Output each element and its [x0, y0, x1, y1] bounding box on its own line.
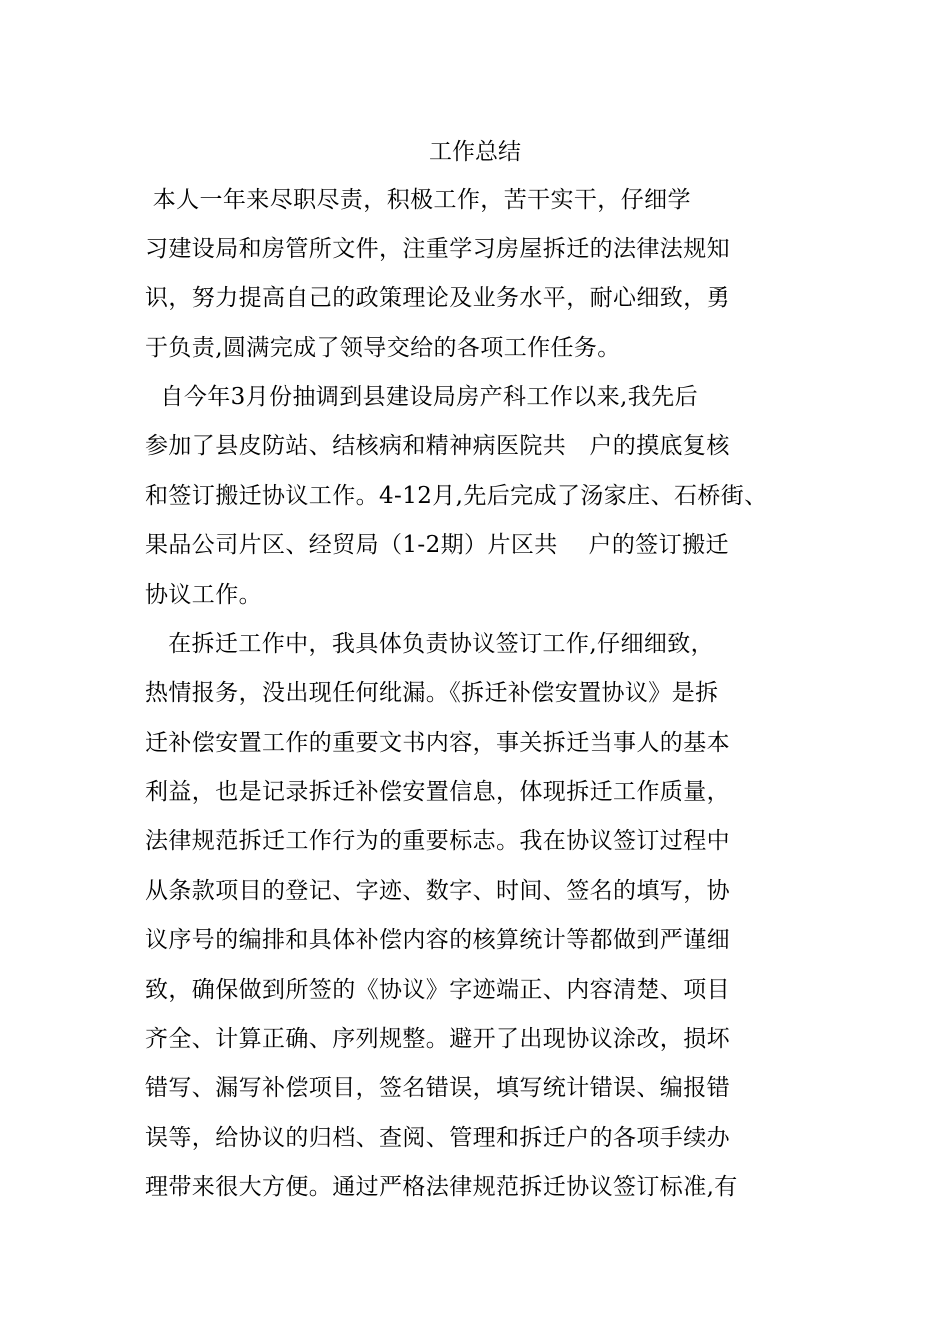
body-line: 于负责,圆满完成了领导交给的各项工作任务。	[145, 335, 621, 361]
body-line: 致，确保做到所签的《协议》字迹端正、内容清楚、项目	[145, 977, 730, 1003]
body-line: 和签订搬迁协议工作。4-12月,先后完成了汤家庄、石桥街、	[145, 483, 768, 509]
body-line: 利益，也是记录拆迁补偿安置信息，体现拆迁工作质量，	[145, 779, 730, 805]
body-line: 迁补偿安置工作的重要文书内容，事关拆迁当事人的基本	[145, 730, 730, 756]
body-line: 法律规范拆迁工作行为的重要标志。我在协议签订过程中	[145, 828, 730, 854]
body-line: 习建设局和房管所文件，注重学习房屋拆迁的法律法规知	[145, 236, 730, 262]
body-line: 在拆迁工作中，我具体负责协议签订工作,仔细细致，	[145, 631, 715, 657]
body-line: 协议工作。	[145, 582, 262, 608]
body-line: 错写、漏写补偿项目，签名错误，填写统计错误、编报错	[145, 1075, 730, 1101]
document-title: 工作总结	[429, 139, 521, 165]
body-line: 本人一年来尽职尽责，积极工作，苦干实干，仔细学	[145, 187, 691, 213]
body-line: 误等，给协议的归档、查阅、管理和拆迁户的各项手续办	[145, 1125, 730, 1151]
body-line: 从条款项目的登记、字迹、数字、时间、签名的填写，协	[145, 878, 730, 904]
body-line: 自今年3月份抽调到县建设局房产科工作以来,我先后	[145, 384, 698, 410]
body-line: 理带来很大方便。通过严格法律规范拆迁协议签订标准,有	[145, 1174, 738, 1200]
body-line: 齐全、计算正确、序列规整。避开了出现协议涂改，损坏	[145, 1026, 730, 1052]
body-line: 议序号的编排和具体补偿内容的核算统计等都做到严谨细	[145, 927, 730, 953]
body-line: 识，努力提高自己的政策理论及业务水平，耐心细致，勇	[145, 285, 730, 311]
body-line: 果品公司片区、经贸局（1-2期）片区共 户的签订搬迁	[145, 532, 729, 558]
body-line: 热情报务，没出现任何纰漏。《拆迁补偿安置协议》是拆	[145, 680, 719, 706]
body-line: 参加了县皮防站、结核病和精神病医院共 户的摸底复核	[145, 433, 730, 459]
